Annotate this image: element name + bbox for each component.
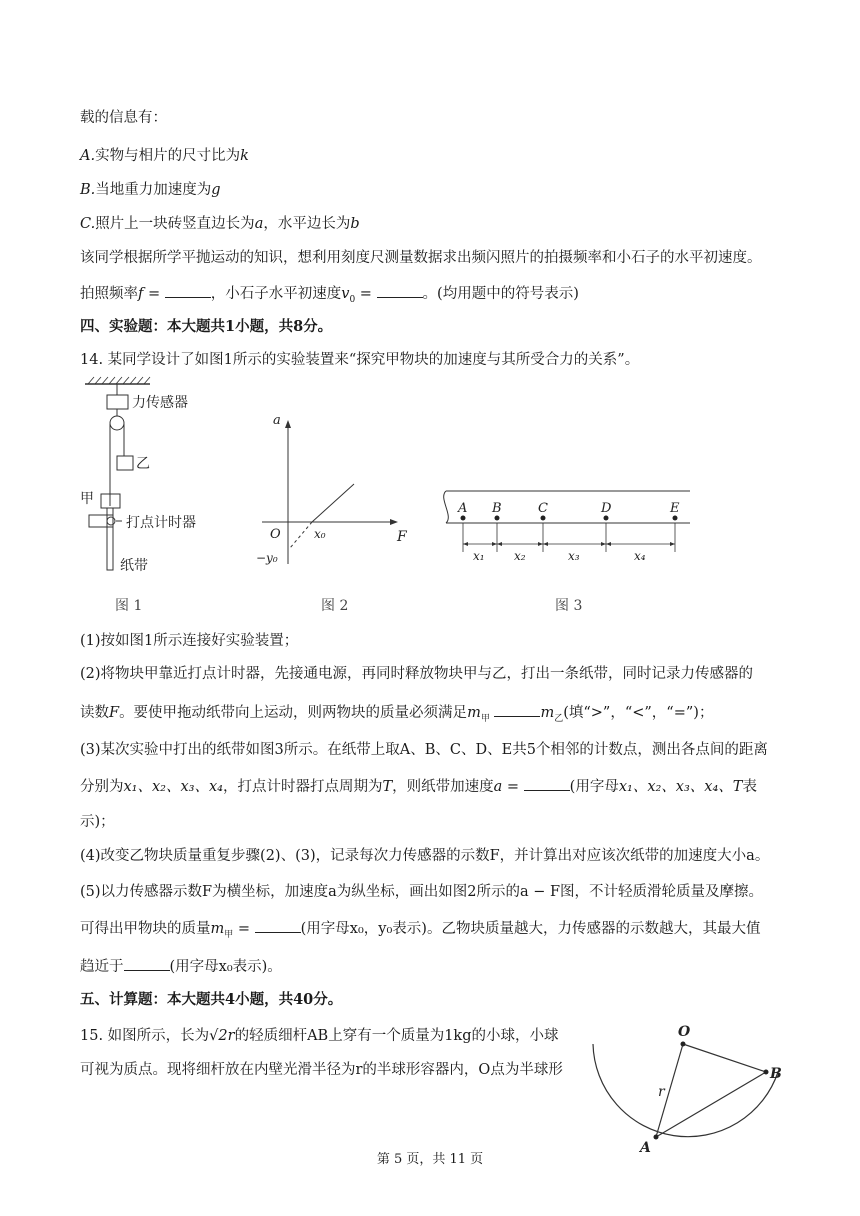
page-footer: 第 5 页，共 11 页 (376, 1152, 484, 1167)
tape-points (461, 516, 678, 521)
step-5-end: 趋近于 (用字母x₀表示)。 (80, 956, 282, 977)
section-heading: 五、计算题：本大题共4小题，共40分。 (80, 991, 343, 1008)
point-label-D: D (601, 501, 612, 516)
point-label-B: B (770, 1066, 782, 1082)
step-5: (5)以力传感器示数F为横坐标，加速度a为纵坐标，画出如图2所示的a − F图，不计轻质滑轮质量及摩擦。 (80, 884, 764, 900)
label-timer: 打点计时器 (126, 515, 196, 531)
answer-blank[interactable] (377, 283, 423, 298)
origin-label: O (270, 527, 281, 542)
figure-15 (588, 1024, 808, 1156)
question-intro: 14. 某同学设计了如图1所示的实验装置来“探究甲物块的加速度与其所受合力的关系”。 (80, 352, 640, 368)
text-line: 拍照频率f = ，小石子水平初速度$v_0$ = 。(均用题中的符号表示) (80, 283, 579, 310)
option-b: B.当地重力加速度为g (80, 182, 221, 198)
text-line: 载的信息有： (80, 110, 167, 126)
step-4: (4)改变乙物块质量重复步骤(2)、(3)，记录每次力传感器的示数F，并计算出对应该次纸带的加速度大小a。 (80, 848, 770, 864)
axis-label-a: a (273, 413, 281, 428)
point-label-A: A (458, 501, 468, 516)
label-yi: 乙 (136, 456, 150, 472)
caption-fig3: 图 3 (555, 598, 583, 614)
radius-label-r: r (658, 1084, 665, 1100)
step-2: (2)将物块甲靠近打点计时器，先接通电源，再同时释放物块甲与乙，打出一条纸带，同时记录力传感器的 (80, 666, 754, 682)
q15-line1: 15. 如图所示，长为√2r的轻质细杆AB上穿有一个质量为1kg的小球，小球 (80, 1028, 559, 1044)
figure-3 (432, 376, 702, 626)
point-label-O: O (678, 1024, 691, 1040)
gap-label-x4: x₄ (634, 549, 646, 563)
label-sensor: 力传感器 (132, 395, 188, 411)
step-3: (3)某次实验中打出的纸带如图3所示。在纸带上取A、B、C、D、E共5个相邻的计数点，测出各点间的距离 (80, 742, 768, 758)
step-2-cont: 读数F。要使甲拖动纸带向上运动，则两物块的质量必须满足$m_甲$ $m_乙$(填“>”，“<”，“=”)； (80, 702, 713, 729)
answer-blank[interactable] (494, 702, 540, 717)
answer-blank[interactable] (255, 918, 301, 933)
q15-line2: 可视为质点。现将细杆放在内壁光滑半径为r的半球形容器内，O点为半球形 (80, 1062, 563, 1078)
gap-label-x3: x₃ (568, 549, 580, 563)
caption-fig2: 图 2 (321, 598, 349, 614)
gap-label-x1: x₁ (473, 549, 485, 563)
caption-fig1: 图 1 (115, 598, 143, 614)
label-jia: 甲 (80, 491, 94, 507)
step-3-cont: 分别为x₁、x₂、x₃、x₄，打点计时器打点周期为T，则纸带加速度a = (用字母x₁、x₂、x₃、x₄、T表 (80, 776, 757, 797)
point-label-C: C (538, 501, 548, 516)
option-a: A.实物与相片的尺寸比为k (80, 148, 249, 164)
answer-blank[interactable] (524, 776, 570, 791)
figure-1 (80, 376, 250, 626)
gap-label-x2: x₂ (514, 549, 526, 563)
step-3-end: 示)； (80, 814, 115, 830)
point-label-E: E (670, 501, 680, 516)
figure-2 (252, 376, 412, 626)
text-line: 该同学根据所学平抛运动的知识，想利用刻度尺测量数据求出频闪照片的拍摄频率和小石子的水平初速度。 (80, 250, 762, 266)
point-label-B: B (492, 501, 502, 516)
answer-blank[interactable] (124, 956, 170, 971)
answer-blank[interactable] (165, 283, 211, 298)
step-5-cont: 可得出甲物块的质量$m_甲$ = (用字母x₀，y₀表示)。乙物块质量越大，力传感器的示数越大，其最大值 (80, 918, 760, 945)
point-label-A: A (640, 1140, 651, 1156)
label-y0: −y₀ (256, 551, 278, 565)
axis-label-F: F (397, 529, 407, 545)
label-x0: x₀ (314, 527, 326, 541)
label-tape: 纸带 (120, 558, 148, 574)
option-c: C.照片上一块砖竖直边长为a，水平边长为b (80, 216, 360, 232)
step-1: (1)按如图1所示连接好实验装置； (80, 633, 299, 649)
section-heading: 四、实验题：本大题共1小题，共8分。 (80, 318, 333, 335)
